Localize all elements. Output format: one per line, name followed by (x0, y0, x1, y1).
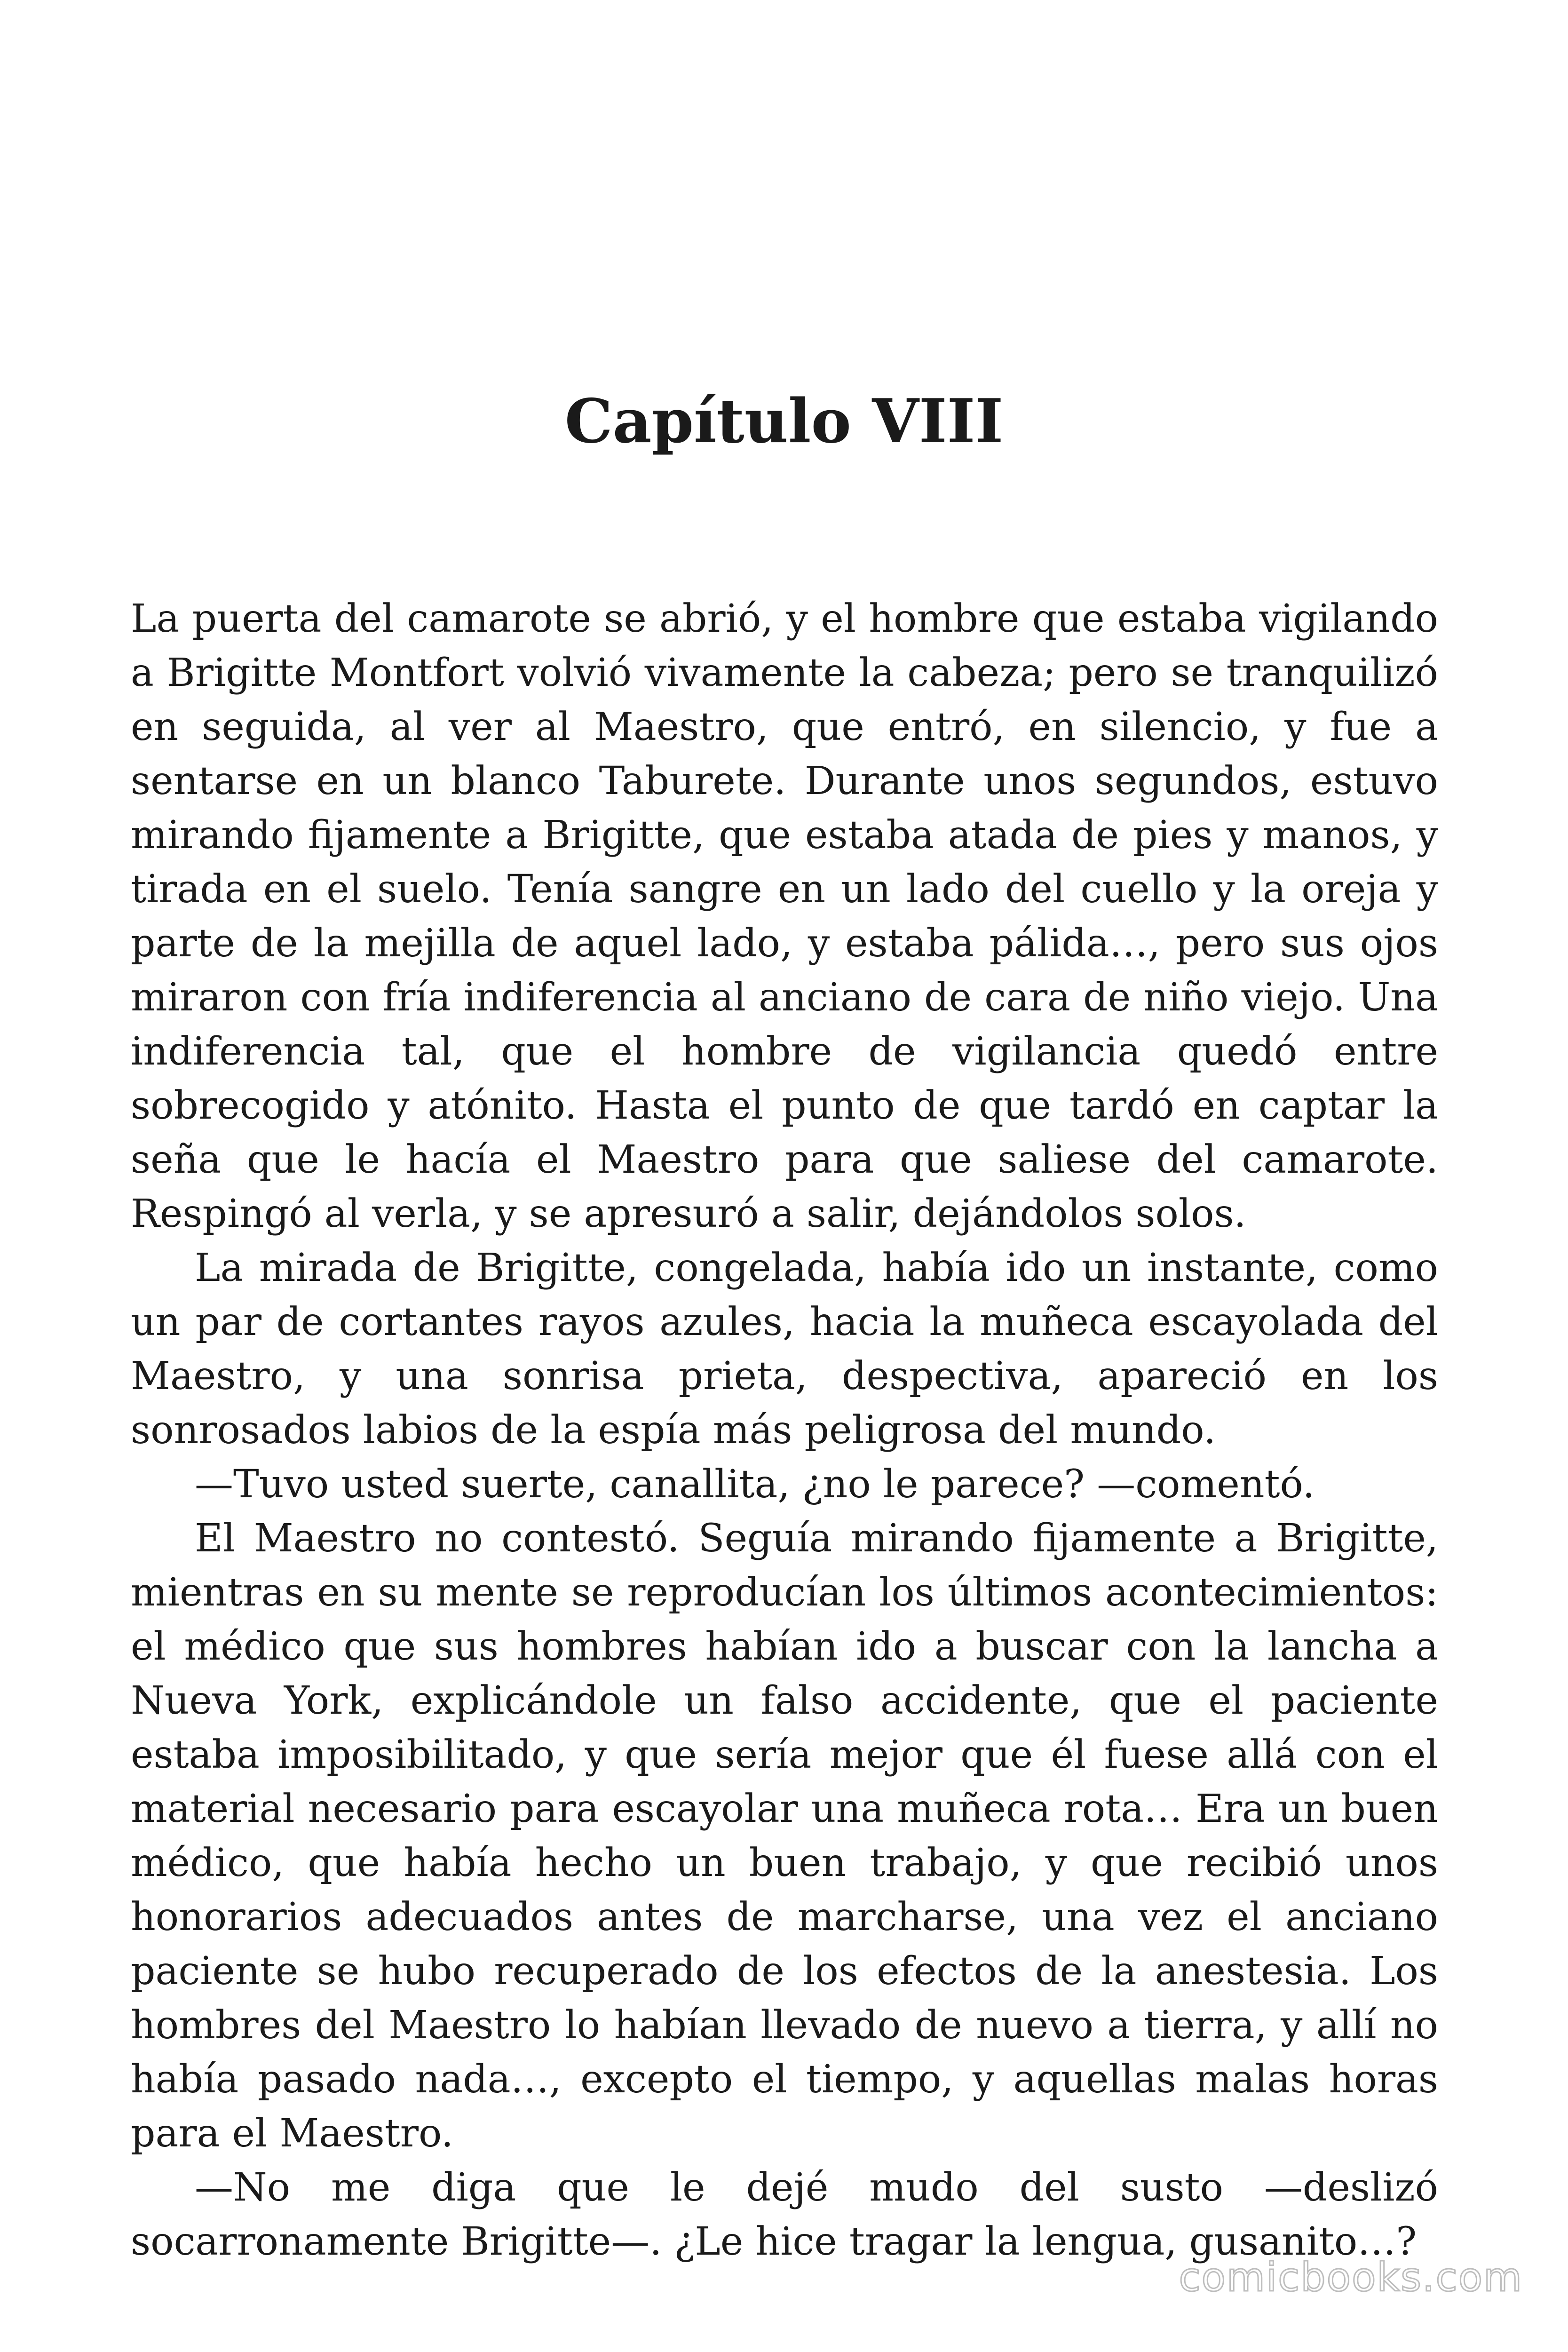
paragraph-5: —No me diga que le dejé mudo del susto —deslizó socarronamente Brigitte—. ¿Le hice tragar la lengua, gusanito…? (131, 2165, 1438, 2264)
paragraph-1: La puerta del camarote se abrió, y el hombre que estaba vigilando a Brigitte Montfort volvió vivamente la cabeza; pero se tranquilizó en seguida, al ver al Maestro, que entró, en silencio, y fue a sentarse en un blanco Taburete. Durante unos segundos, estuvo mirando fijamente a Brigitte, que estaba atada de pies y manos, y tirada en el suelo. Tenía sangre en un lado del cuello y la oreja y parte de la mejilla de aquel lado, y estaba pálida…, pero sus ojos miraron con fría indiferencia al anciano de cara de niño viejo. Una indiferencia tal, que el hombre de vigilancia quedó entre sobrecogido y atónito. Hasta el punto de que tardó en captar la seña que le hacía el Maestro para que saliese del camarote. Respingó al verla, y se apresuró a salir, dejándolos solos. (131, 596, 1438, 1236)
paragraph-3: —Tuvo usted suerte, canallita, ¿no le parece? —comentó. (195, 1462, 1315, 1507)
site-watermark: comicbooks.com (1179, 2254, 1523, 2300)
paragraph-4: El Maestro no contestó. Seguía mirando fijamente a Brigitte, mientras en su mente se reproducían los últimos acontecimientos: el médico que sus hombres habían ido a buscar con la lancha a Nueva York, explicándole un falso accidente, que el paciente estaba imposibilitado, y que sería mejor que él fuese allá con el material necesario para escayolar una muñeca rota… Era un buen médico, que había hecho un buen trabajo, y que recibió unos honorarios adecuados antes de marcharse, una vez el anciano paciente se hubo recuperado de los efectos de la anestesia. Los hombres del Maestro lo habían llevado de nuevo a tierra, y allí no había pasado nada…, excepto el tiempo, y aquellas malas horas para el Maestro. (131, 1516, 1438, 2156)
paragraph-2: La mirada de Brigitte, congelada, había ido un instante, como un par de cortantes rayos azules, hacia la muñeca escayolada del Maestro, y una sonrisa prieta, despectiva, apareció en los sonrosados labios de la espía más peligrosa del mundo. (131, 1246, 1438, 1453)
chapter-body (131, 592, 1438, 2269)
chapter-title: Capítulo VIII (564, 386, 1004, 457)
